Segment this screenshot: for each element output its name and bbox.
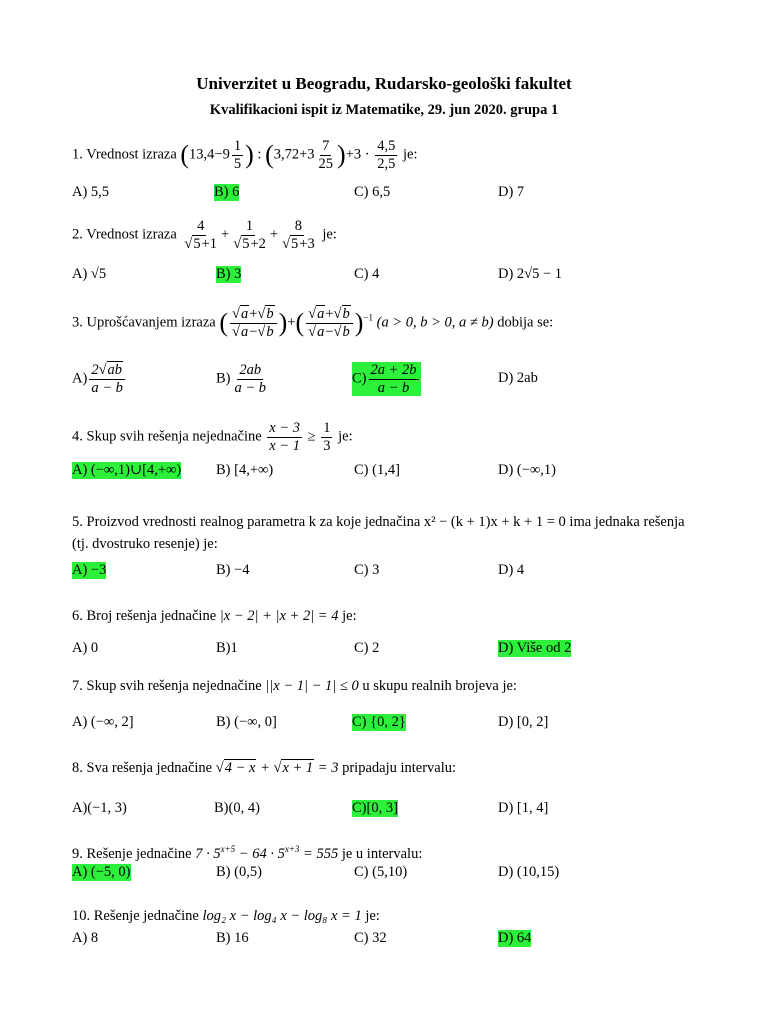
q3-option-a: A) $\frac{2√ab}{a - b}$ bbox=[72, 362, 127, 396]
q4-option-d: D) (−∞,1) bbox=[498, 462, 556, 478]
question-8: 8. Sva rešenja jednačine √4 − x + √x + 1 = 3 pripadaju intervalu: bbox=[72, 760, 457, 776]
page-title: Univerzitet u Beogradu, Rudarsko-geološki fakultet bbox=[196, 74, 572, 93]
q4-option-c: C) (1,4] bbox=[354, 462, 400, 478]
q1-option-a: A) 5,5 bbox=[72, 184, 110, 200]
q2-option-b: B) 3 bbox=[216, 266, 242, 282]
q7-option-d: D) [0, 2] bbox=[498, 714, 549, 730]
q8-option-c: C)[0, 3] bbox=[352, 800, 398, 816]
q5-option-b: B) −4 bbox=[216, 562, 250, 578]
q5-option-c: C) 3 bbox=[354, 562, 380, 578]
q3-option-b: B) $\frac{2ab}{a - b}$ bbox=[216, 362, 267, 396]
q2-option-a: A) √5 bbox=[72, 266, 107, 282]
q9-option-d: D) (10,15) bbox=[498, 864, 560, 880]
exam-subtitle: Kvalifikacioni ispit iz Matematike, 29. jun 2020. grupa 1 bbox=[209, 102, 559, 118]
q10-option-d: D) 64 bbox=[498, 930, 532, 946]
q8-option-b: B)(0, 4) bbox=[214, 800, 260, 816]
q8-option-a: A)(−1, 3) bbox=[72, 800, 127, 816]
q3-option-c: C) $\frac{2a + 2b}{a - b}$ bbox=[352, 362, 421, 396]
q7-option-a: A) (−∞, 2] bbox=[72, 714, 134, 730]
question-5-continuation: (tj. dvostruko resenje) je: bbox=[72, 536, 218, 552]
q6-option-a: A) 0 bbox=[72, 640, 99, 656]
q2-option-d: D) 2√5 − 1 bbox=[498, 266, 563, 282]
q6-option-b: B)1 bbox=[216, 640, 238, 656]
question-2: 2. Vrednost izraza $\frac{4}{√5+1}$ + $\frac{1}{√5+2}$ + $\frac{8}{√5+3}$ je: bbox=[72, 218, 337, 252]
q9-option-c: C) (5,10) bbox=[354, 864, 408, 880]
question-5: 5. Proizvod vrednosti realnog parametra k za koje jednačina x² − (k + 1)x + k + 1 = 0 ima jednaka rešenja bbox=[72, 514, 685, 530]
question-1: 1. Vrednost izraza (13,4−9 $\frac{1}{5}$ ) : (3,72+3 $\frac{7}{25}$ )+3 · $\frac{4,5}{2,5}$ je: bbox=[72, 138, 418, 172]
q3-option-d: D) 2ab bbox=[498, 370, 538, 386]
q6-option-c: C) 2 bbox=[354, 640, 380, 656]
q9-option-a: A) (−5, 0) bbox=[72, 864, 131, 880]
q8-option-d: D) [1, 4] bbox=[498, 800, 549, 816]
q1-option-b: B) 6 bbox=[214, 184, 240, 200]
question-7: 7. Skup svih rešenja nejednačine ||x − 1| − 1| ≤ 0 u skupu realnih brojeva je: bbox=[72, 678, 517, 694]
question-10: 10. Rešenje jednačine log₂ x − log₄ x − log₈ x = 1 je: bbox=[72, 908, 380, 924]
q4-option-a: A) (−∞,1)∪[4,+∞) bbox=[72, 462, 182, 478]
q7-option-c: C) {0, 2} bbox=[352, 714, 406, 730]
question-6: 6. Broj rešenja jednačine |x − 2| + |x + 2| = 4 je: bbox=[72, 608, 357, 624]
question-9: 9. Rešenje jednačine $7 \cdot 5^{x+5} - 64 \cdot 5^{x+3} = 555$ je u intervalu: bbox=[72, 844, 423, 862]
question-3: 3. Uprošćavanjem izraza ( $\frac{√a+√b}{√a-√b}$ )+( $\frac{√a+√b}{√a-√b}$ )$^{-1}$ (a > 0, b > 0, a ≠ b) dobija se: bbox=[72, 306, 554, 340]
q10-option-c: C) 32 bbox=[354, 930, 387, 946]
q1-option-c: C) 6,5 bbox=[354, 184, 391, 200]
q2-option-c: C) 4 bbox=[354, 266, 380, 282]
q5-option-d: D) 4 bbox=[498, 562, 525, 578]
q10-option-a: A) 8 bbox=[72, 930, 99, 946]
q6-option-d: D) Više od 2 bbox=[498, 640, 572, 656]
q1-option-d: D) 7 bbox=[498, 184, 525, 200]
q9-option-b: B) (0,5) bbox=[216, 864, 262, 880]
q7-option-b: B) (−∞, 0] bbox=[216, 714, 277, 730]
q4-option-b: B) [4,+∞) bbox=[216, 462, 274, 478]
question-4: 4. Skup svih rešenja nejednačine $\frac{x - 3}{x - 1}$ ≥ $\frac{1}{3}$ je: bbox=[72, 420, 353, 454]
q5-option-a: A) −3 bbox=[72, 562, 107, 578]
q10-option-b: B) 16 bbox=[216, 930, 249, 946]
